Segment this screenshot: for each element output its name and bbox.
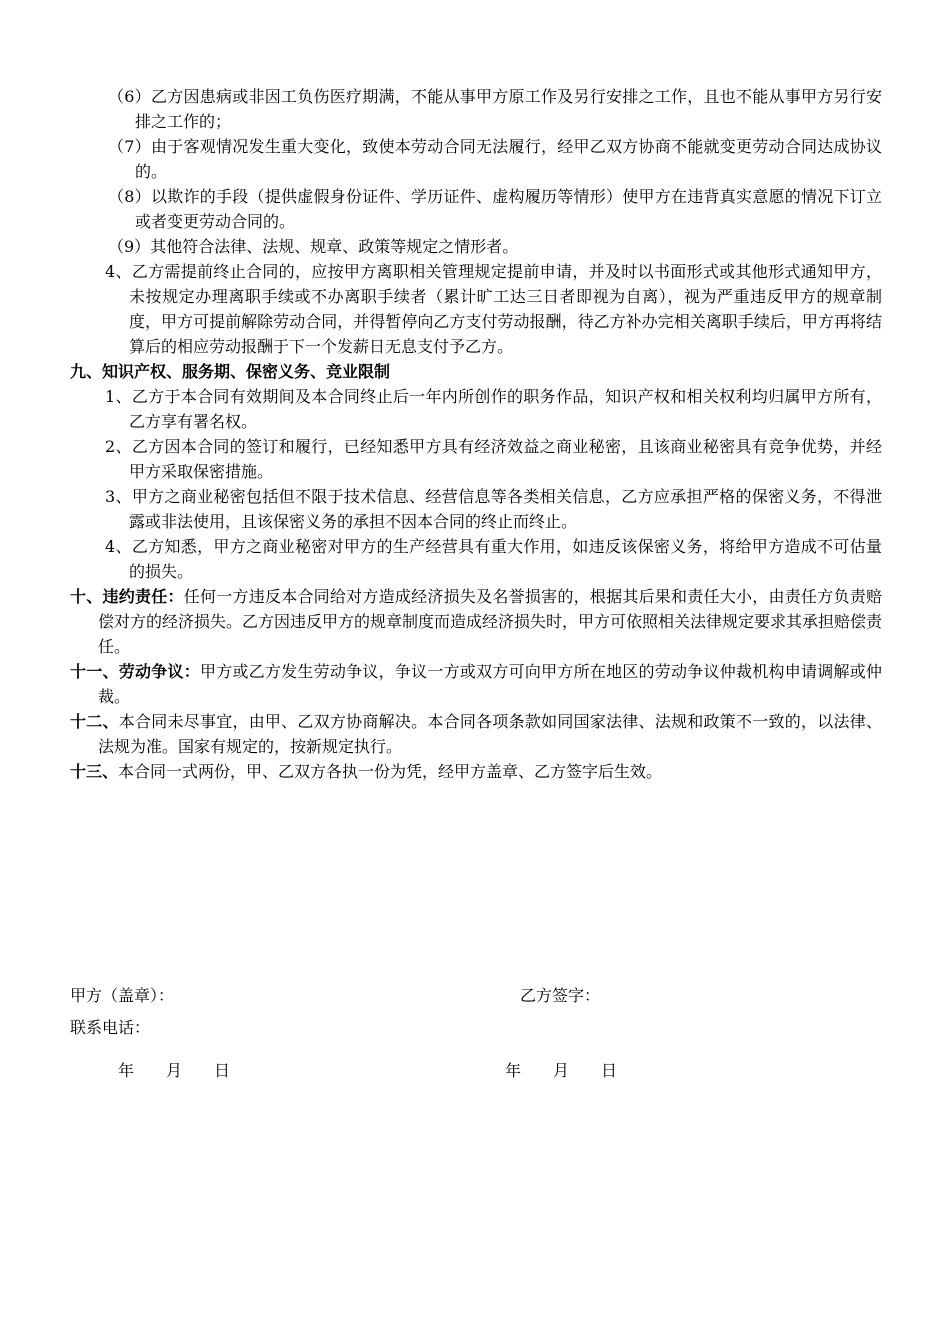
date-line-party-b: 年 月 日 (505, 1061, 618, 1080)
contract-paragraph (70, 709, 882, 759)
paragraph-text: 乙方需提前终止合同的，应按甲方离职相关管理规定提前申请，并及时以书面形式或其他形式通知甲方，未按规定办理离职手续或不办离职手续者（累计旷工达三日者即视为自离），视为严重违反甲方的规章制度，甲方可提前解除劳动合同，并得暂停向乙方支付劳动报酬，待乙方补办完相关离职手续后，甲方再将结算后的相应劳动报酬于下一个发薪日无息支付予乙方。 (129, 262, 882, 356)
party-b-signature-label: 乙方签字： (520, 986, 601, 1005)
signature-block (70, 983, 882, 1083)
paragraph-text: 任何一方违反本合同给对方造成经济损失及名誉损害的，根据其后果和责任大小，由责任方负责赔偿对方的经济损失。乙方因违反甲方的规章制度而造成经济损失时，甲方可依照相关法律规定要求其承担赔偿责任。 (98, 587, 883, 656)
contract-paragraph (108, 134, 882, 184)
contract-paragraph (105, 384, 882, 434)
paragraph-marker: 十三、 (70, 762, 119, 781)
paragraph-marker: 3、 (105, 487, 132, 506)
party-b-signature-column (505, 983, 882, 1083)
contract-paragraph (105, 534, 882, 584)
contract-paragraph (70, 359, 882, 384)
contract-paragraph (108, 184, 882, 234)
paragraph-marker: 1、 (105, 387, 132, 406)
paragraph-text: 以欺诈的手段（提供虚假身份证件、学历证件、虚构履历等情形）使甲方在违背真实意愿的情况下订立或者变更劳动合同的。 (135, 187, 882, 231)
paragraph-text: 由于客观情况发生重大变化，致使本劳动合同无法履行，经甲乙双方协商不能就变更劳动合同达成协议的。 (135, 137, 882, 181)
contract-paragraph (105, 434, 882, 484)
paragraph-marker: （8） (108, 187, 151, 206)
paragraph-text: 本合同未尽事宜，由甲、乙双方协商解决。本合同各项条款如同国家法律、法规和政策不一致的，以法律、法规为准。国家有规定的，按新规定执行。 (98, 712, 882, 756)
paragraph-text: 乙方因本合同的签订和履行，已经知悉甲方具有经济效益之商业秘密，且该商业秘密具有竞争优势，并经甲方采取保密措施。 (129, 437, 882, 481)
paragraph-text: 甲方之商业秘密包括但不限于技术信息、经营信息等各类相关信息，乙方应承担严格的保密义务，不得泄露或非法使用，且该保密义务的承担不因本合同的终止而终止。 (129, 487, 882, 531)
contract-paragraph (70, 584, 882, 659)
paragraph-text: 本合同一式两份，甲、乙双方各执一份为凭，经甲方盖章、乙方签字后生效。 (118, 762, 663, 781)
paragraph-bold-text: 劳动争议： (118, 662, 200, 681)
paragraph-bold-text: 违约责任： (102, 587, 184, 606)
party-a-signature-column (70, 983, 505, 1083)
contract-paragraph (70, 759, 882, 784)
paragraph-text: 其他符合法律、法规、规章、政策等规定之情形者。 (150, 237, 519, 256)
contract-paragraph (105, 484, 882, 534)
party-a-seal-label: 甲方（盖章）： (70, 986, 175, 1005)
paragraph-marker: 十二、 (70, 712, 119, 731)
contract-body (70, 84, 882, 784)
paragraph-text: 乙方因患病或非因工负伤医疗期满，不能从事甲方原工作及另行安排之工作，且也不能从事甲方另行安排之工作的； (135, 87, 882, 131)
contract-paragraph (108, 84, 882, 134)
paragraph-marker: 4、 (105, 537, 132, 556)
paragraph-text: 乙方知悉，甲方之商业秘密对甲方的生产经营具有重大作用，如违反该保密义务，将给甲方造成不可估量的损失。 (129, 537, 882, 581)
paragraph-marker: 十、 (70, 587, 103, 606)
paragraph-bold-text: 知识产权、服务期、保密义务、竞业限制 (102, 362, 391, 381)
contract-paragraph (70, 659, 882, 709)
party-b-spacer-row (505, 1015, 882, 1040)
contract-paragraph (108, 234, 882, 259)
contract-paragraph (105, 259, 882, 359)
paragraph-text: 乙方于本合同有效期间及本合同终止后一年内所创作的职务作品，知识产权和相关权利均归属甲方所有，乙方享有署名权。 (129, 387, 882, 431)
paragraph-marker: 九、 (70, 362, 103, 381)
paragraph-marker: 十一、 (70, 662, 119, 681)
paragraph-marker: （7） (108, 137, 151, 156)
paragraph-marker: （9） (108, 237, 151, 256)
contact-phone-label: 联系电话： (70, 1018, 151, 1037)
paragraph-marker: 2、 (105, 437, 132, 456)
paragraph-text: 甲方或乙方发生劳动争议，争议一方或双方可向甲方所在地区的劳动争议仲裁机构申请调解或仲裁。 (98, 662, 882, 706)
paragraph-marker: （6） (108, 87, 151, 106)
date-line-party-a: 年 月 日 (118, 1061, 231, 1080)
paragraph-marker: 4、 (105, 262, 132, 281)
